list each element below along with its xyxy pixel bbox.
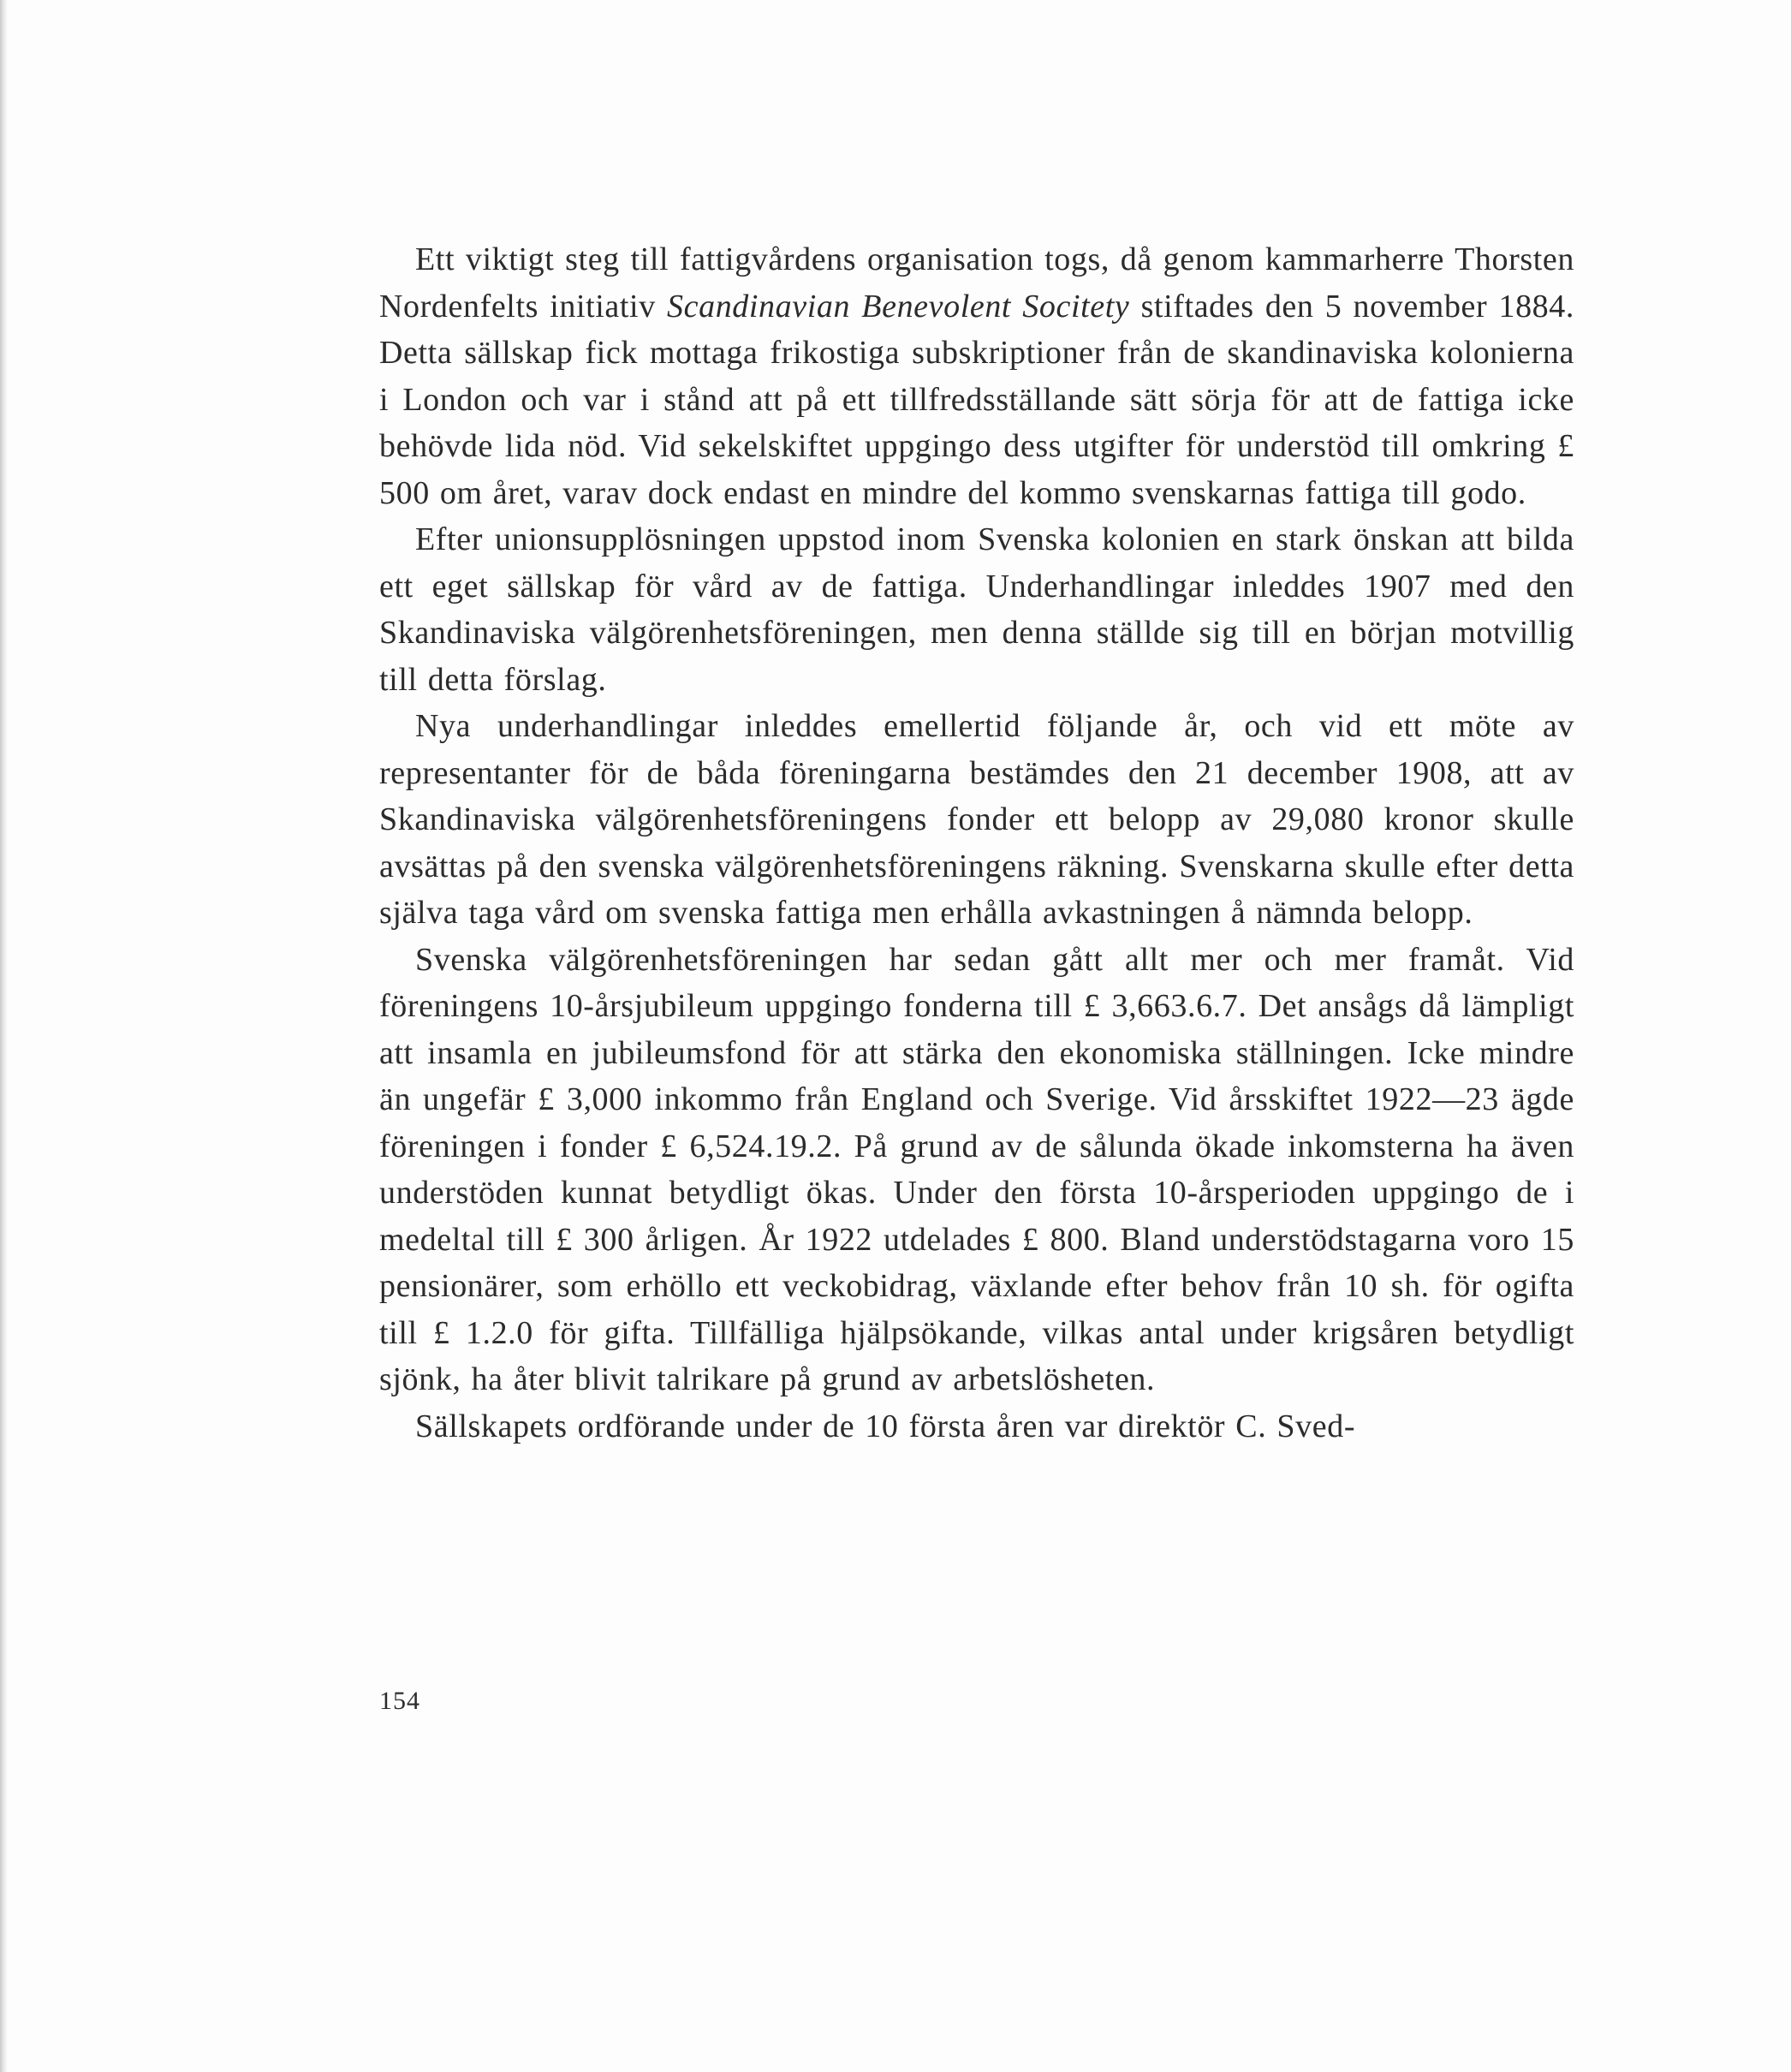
page-number: 154 (379, 1687, 420, 1715)
paragraph-2 (379, 516, 1574, 703)
society-name: Scandinavian Benevolent Socitety (667, 288, 1130, 324)
paragraph-3-text: Nya underhandlingar inleddes emellertid följande år, och vid ett möte av representanter för de båda föreningarna bestämdes den 21 december 1908, att av Skandinaviska välgörenhetsföreningens fonder ett belopp av 29,080 kronor skulle avsättas på den svenska välgörenhetsföreningens räkning. Svenskarna skulle efter detta själva taga vård om svenska fattiga men erhålla avkastningen å nämnda belopp. (379, 708, 1574, 931)
paragraph-4-text: Svenska välgörenhetsföreningen har sedan gått allt mer och mer framåt. Vid föreningens 10-årsjubileum uppgingo fonderna till £ 3,663.6.7. Det ansågs då lämpligt att insamla en jubileumsfond för att stärka den ekonomiska ställningen. Icke mindre än ungefär £ 3,000 inkommo från England och Sverige. Vid årsskiftet 1922—23 ägde föreningen i fonder £ 6,524.19.2. På grund av de sålunda ökade inkomsterna ha även understöden kunnat betydligt ökas. Under den första 10-årsperioden uppgingo de i medeltal till £ 300 årligen. År 1922 utdelades £ 800. Bland understödstagarna voro 15 pensionärer, som erhöllo ett veckobidrag, växlande efter behov från 10 sh. för ogifta till £ 1.2.0 för gifta. Tillfälliga hjälpsökande, vilkas antal under krigsåren betydligt sjönk, ha åter blivit talrikare på grund av arbetslösheten. (379, 941, 1574, 1397)
paragraph-1-text-a: Ett viktigt steg till fattigvårdens organisation togs, då genom kammarherre Thorsten Nordenfelts initiativ (379, 241, 1574, 324)
paragraph-5 (379, 1403, 1574, 1450)
body-text (379, 236, 1574, 1450)
paragraph-5-text: Sällskapets ordförande under de 10 första åren var direktör C. Sved- (415, 1408, 1356, 1444)
paragraph-1-text-b: stiftades den 5 november 1884. Detta sällskap fick mottaga frikostiga subskriptioner från de skandinaviska kolonierna i London och var i stånd att på ett tillfredsställande sätt sörja för att de fattiga icke behövde lida nöd. Vid sekelskiftet uppgingo dess utgifter för understöd till omkring £ 500 om året, varav dock endast en mindre del kommo svenskarnas fattiga till godo. (379, 288, 1574, 511)
paragraph-4 (379, 937, 1574, 1403)
paragraph-3 (379, 703, 1574, 937)
paragraph-2-text: Efter unionsupplösningen uppstod inom Svenska kolonien en stark önskan att bilda ett eget sällskap för vård av de fattiga. Underhandlingar inleddes 1907 med den Skandinaviska välgörenhetsföreningen, men denna ställde sig till en början motvillig till detta förslag. (379, 521, 1574, 698)
paragraph-1 (379, 236, 1574, 516)
page-binding-edge (0, 0, 8, 2072)
